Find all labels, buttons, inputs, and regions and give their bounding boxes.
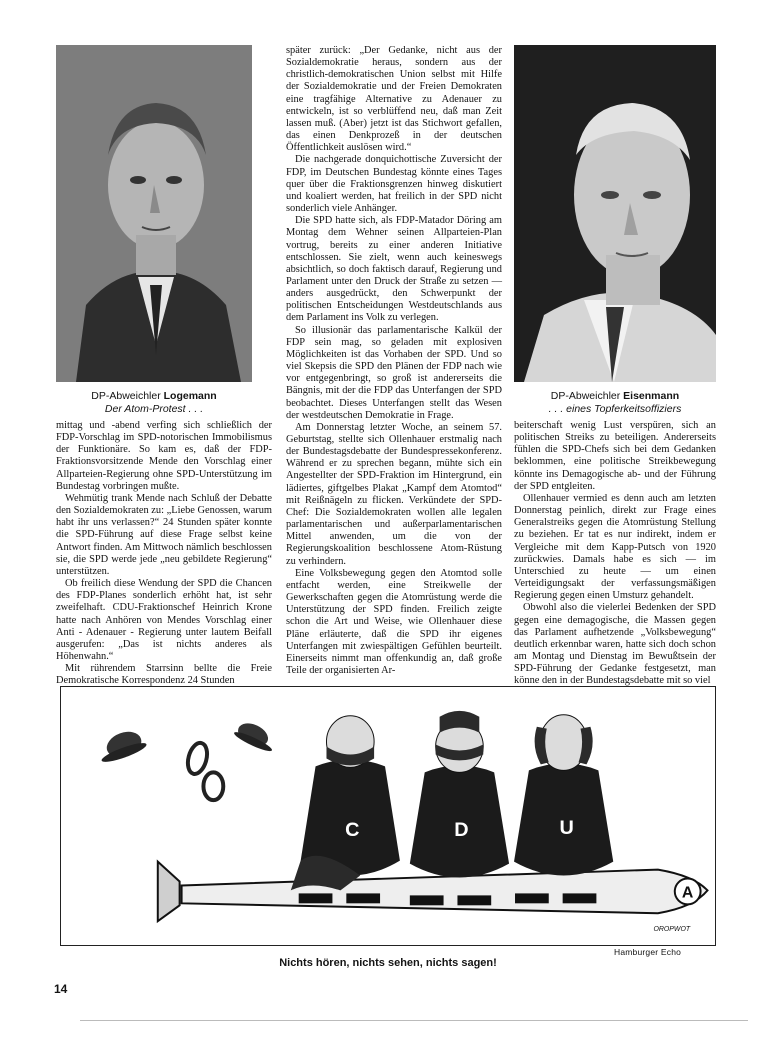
paragraph: Eine Volksbewegung gegen den Atomtod solle entfacht werden, eine Streikwelle der Gewerkschaften gegen die Atomrüstung werde die Unterstützung der SPD finden. Freilich zeigte schon die Art und Weise, wie Ollenhauer diese Pläne erläuterte, daß die SPD ihr eigenes Unterfangen mit zwiespältigen Gefühlen beurteilt. Einerseits nimmt man offenkundig an, daß große Teile der organisierten Ar- (286, 567, 502, 676)
paragraph: beiterschaft wenig Lust verspüren, sich an politischen Streiks zu beteiligen. Andererseits fühlen die SPD-Chefs sich bei dem Gedanken beklommen, eine politische Streikbewegung könnte ins Demagogische ab- und der Führung der SPD entgleiten. (514, 420, 716, 492)
page-number: 14 (54, 982, 68, 996)
caption-sub: Der Atom-Protest . . . (104, 403, 204, 415)
cartoonist-signature: OROPWOT (653, 926, 691, 934)
paragraph: Ollenhauer vermied es denn auch am letzten Donnerstag peinlich, direkt zur Frage eines Generalstreiks gegen die Atomrüstung Stellung zu beziehen. Er tat es nur indirekt, indem er Vergleiche mit dem Kapp-Putsch von 1920 zurückwies. Damals habe es sich — im Unterschied zu heute — um einen Verteidigungsakt der verfassungsmäßigen Regierung gegen einen Umsturz gehandelt. (514, 492, 716, 602)
caption-prefix: DP-Abweichler (550, 390, 624, 402)
caption-prefix: DP-Abweichler (91, 390, 164, 402)
caption-sub: . . . eines Topferkeitsoffiziers (548, 403, 682, 415)
photo-logemann (56, 45, 252, 382)
rocket-letter: A (681, 884, 694, 902)
party-letter-d: D (454, 818, 469, 841)
party-letter-c: C (345, 818, 360, 841)
footer-rule (80, 1020, 748, 1021)
cartoon-illustration (61, 687, 715, 945)
paragraph: Wehmütig trank Mende nach Schluß der Debatte den Sozialdemokraten zu: „Liebe Genossen, warum habt ihr uns verlassen?“ 24 Stunden später konnte die SPD-Führung auf diese Frage selbst keine Antwort finden. Am Mittwoch nämlich beschlossen sie, die SPD werde jede „neu gebildete Regierung“ unterstützen. (56, 492, 272, 577)
paragraph: Die nachgerade donquichottische Zuversicht der FDP, im Deutschen Bundestag könnte eines Tages quer über die Fraktionsgrenzen hinweg diskutiert und koaliert werden, hat freilich in der SPD nicht sonderlich viele Anhänger. (286, 154, 502, 215)
article-column-left (56, 420, 272, 687)
article-column-right (514, 420, 716, 687)
paragraph: Am Donnerstag letzter Woche, an seinem 57. Geburtstag, stellte sich Ollenhauer erstmalig nach der Bundestagsdebatte der Bundespressekonferenz. Während er zu sprechen begann, mühte sich ein Angestellter der SPD-Fraktion im Hintergrund, ein lädiertes, giftgelbes Plakat „Kampf dem Atomtod“ mit Reißnägeln zu flicken. Verkündete der SPD-Chef: Die Sozialdemokraten wollen alle legalen parlamentarischen und außerparlamentarischen Mittel anwenden, um die von der Regierungskoalition beschlossene Atom-Rüstung zu verhindern. (286, 421, 502, 567)
paragraph: Ob freilich diese Wendung der SPD die Chancen des FDP-Planes sonderlich erhöht hat, ist sehr zweifelhaft. CDU-Fraktionschef Heinrich Krone hatte nach Anhören von Mendes Vorschlag einer Anti - Adenauer - Regierung unter lautem Beifall ausgerufen: „Das ist nichts anderes als Höhenwahn.“ (56, 578, 272, 662)
caption-eisenmann (514, 390, 716, 416)
paragraph: später zurück: „Der Gedanke, nicht aus der Sozialdemokratie heraus, sondern aus der christlich-demokratischen Union selbst mit Hilfe der Sozialdemokratie und der Freien Demokraten eine tragfähige Alternative zu Adenauer zu entwickeln, ist so verblüffend neu, daß man Zeit lassen muß. (Aber) jetzt ist das Stichwort gefallen, das einen Denkprozeß in der deutschen Öffentlichkeit auslösen wird.“ (286, 45, 502, 154)
caption-name: Logemann (163, 390, 217, 402)
paragraph: So illusionär das parlamentarische Kalkül der FDP sein mag, so geladen mit explosiven Möglichkeiten ist das Vorhaben der SPD. Und so viel Skepsis die SPD den Plänen der FDP nach wie vor entgegenbringt, so groß ist andererseits die Bängnis, mit der die FDP das Unterfangen der SPD beobachtet. Dieses Unterfangen stellt das Wesen der westdeutschen Demokratie in Frage. (286, 324, 502, 421)
caption-name: Eisenmann (623, 390, 680, 402)
paragraph: Mit rührendem Starrsinn bellte die Freie Demokratische Korrespondenz 24 Stunden (56, 663, 272, 687)
paragraph: Die SPD hatte sich, als FDP-Matador Döring am Montag dem Wehner seinen Allparteien-Plan vortrug, bereits zu einer anderen Initiative entschlossen. Sie zielt, wenn auch keineswegs absichtlich, so doch faktisch darauf, Regierung und Parlament unter den Druck der Straße zu setzen — anders ausgedrückt, den Schwerpunkt der politischen Entscheidungen Westdeutschlands aus dem Parlament ins Volk zu verlegen. (286, 215, 502, 324)
paragraph: Obwohl also die vielerlei Bedenken der SPD gegen eine demagogische, die Massen gegen das Parlament aufhetzende „Volksbewegung“ deutlich erkennbar waren, hatte sich doch schon am Montag und Dienstag im Bewußtsein der SPD-Führung der Gedanke festgesetzt, man könne den in der Bundestagsdebatte mit so viel (514, 602, 716, 687)
portrait-logemann-illustration (56, 45, 252, 382)
portrait-eisenmann-illustration (514, 45, 716, 382)
photo-eisenmann (514, 45, 716, 382)
cartoon-caption: Nichts hören, nichts sehen, nichts sagen! (279, 957, 497, 969)
paragraph: mittag und -abend verfing sich schließlich der FDP-Vorschlag im SPD-notorischen Immobilismus der Funktionäre. So kam es, daß der FDP-Fraktionsvorsitzende Mende den Vorschlag einer Allparteien-Regierung ohne SPD-Unterstützung im Bundestag vorbringen mußte. (56, 420, 272, 492)
party-letter-u: U (559, 816, 574, 839)
caption-logemann (56, 390, 252, 416)
cartoon-source: Hamburger Echo (614, 947, 682, 957)
article-column-middle (286, 45, 502, 677)
cartoon (60, 686, 716, 946)
